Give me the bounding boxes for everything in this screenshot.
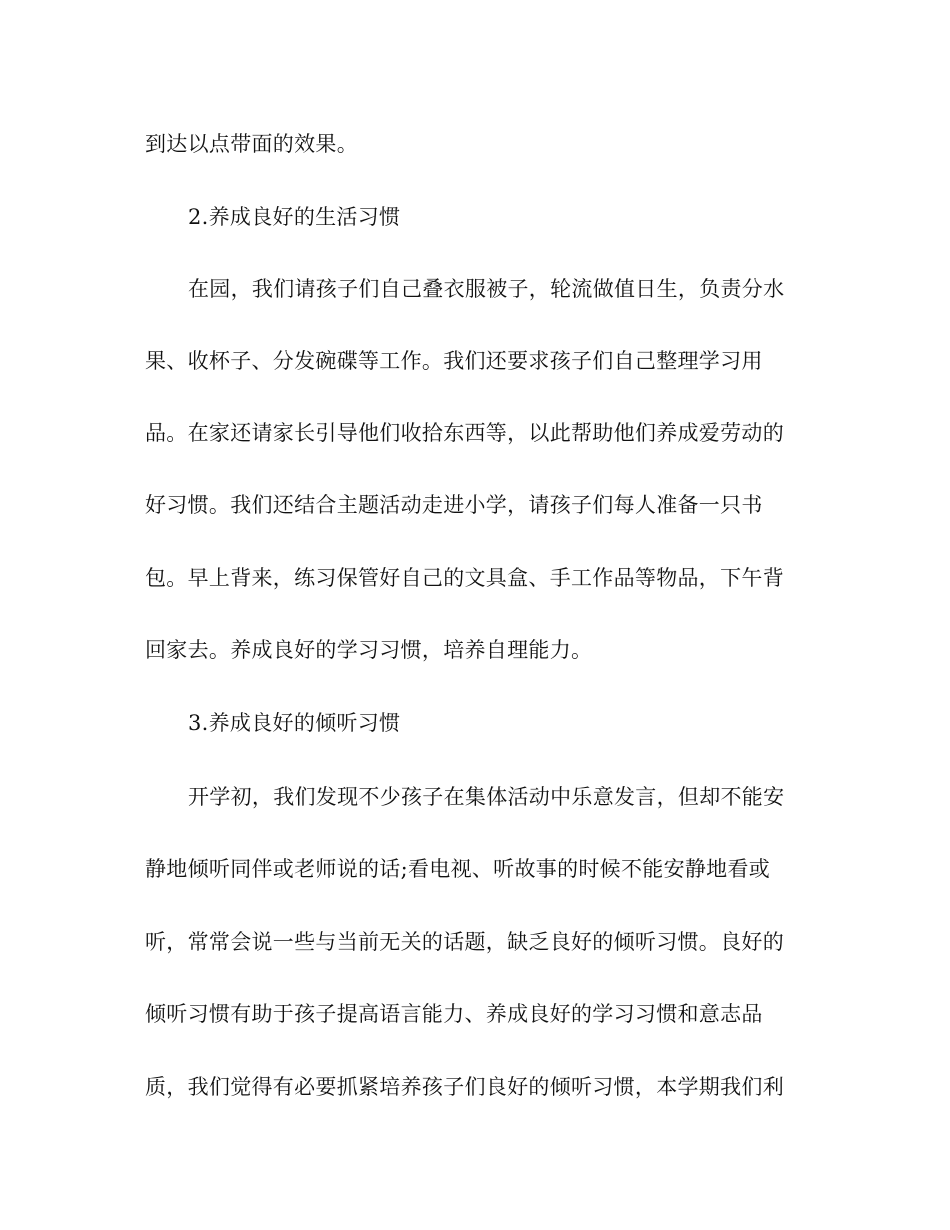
paragraph-line: 回家去。养成良好的学习习惯，培养自理能力。 bbox=[145, 638, 593, 662]
paragraph-line: 静地倾听同伴或老师说的话;看电视、听故事的时候不能安静地看或 bbox=[145, 857, 771, 881]
paragraph-continuation: 到达以点带面的效果。 bbox=[145, 132, 358, 156]
paragraph-line: 在园，我们请孩子们自己叠衣服被子，轮流做值日生，负责分水 bbox=[188, 277, 785, 301]
paragraph-line: 品。在家还请家长引导他们收拾东西等，以此帮助他们养成爱劳动的 bbox=[145, 421, 784, 445]
paragraph-line: 开学初，我们发现不少孩子在集体活动中乐意发言，但却不能安 bbox=[188, 785, 785, 809]
paragraph-line: 包。早上背来，练习保管好自己的文具盒、手工作品等物品，下午背 bbox=[145, 566, 784, 590]
paragraph-line: 果、收杯子、分发碗碟等工作。我们还要求孩子们自己整理学习用 bbox=[145, 349, 763, 373]
section-heading-living-habits: 2.养成良好的生活习惯 bbox=[188, 205, 401, 229]
section-heading-listening-habits: 3.养成良好的倾听习惯 bbox=[188, 711, 401, 735]
paragraph-line: 质，我们觉得有必要抓紧培养孩子们良好的倾听习惯，本学期我们利 bbox=[145, 1075, 784, 1099]
paragraph-line: 倾听习惯有助于孩子提高语言能力、养成良好的学习习惯和意志品 bbox=[145, 1002, 763, 1026]
paragraph-line: 好习惯。我们还结合主题活动走进小学，请孩子们每人准备一只书 bbox=[145, 493, 763, 517]
paragraph-line: 听，常常会说一些与当前无关的话题，缺乏良好的倾听习惯。良好的 bbox=[145, 930, 784, 954]
